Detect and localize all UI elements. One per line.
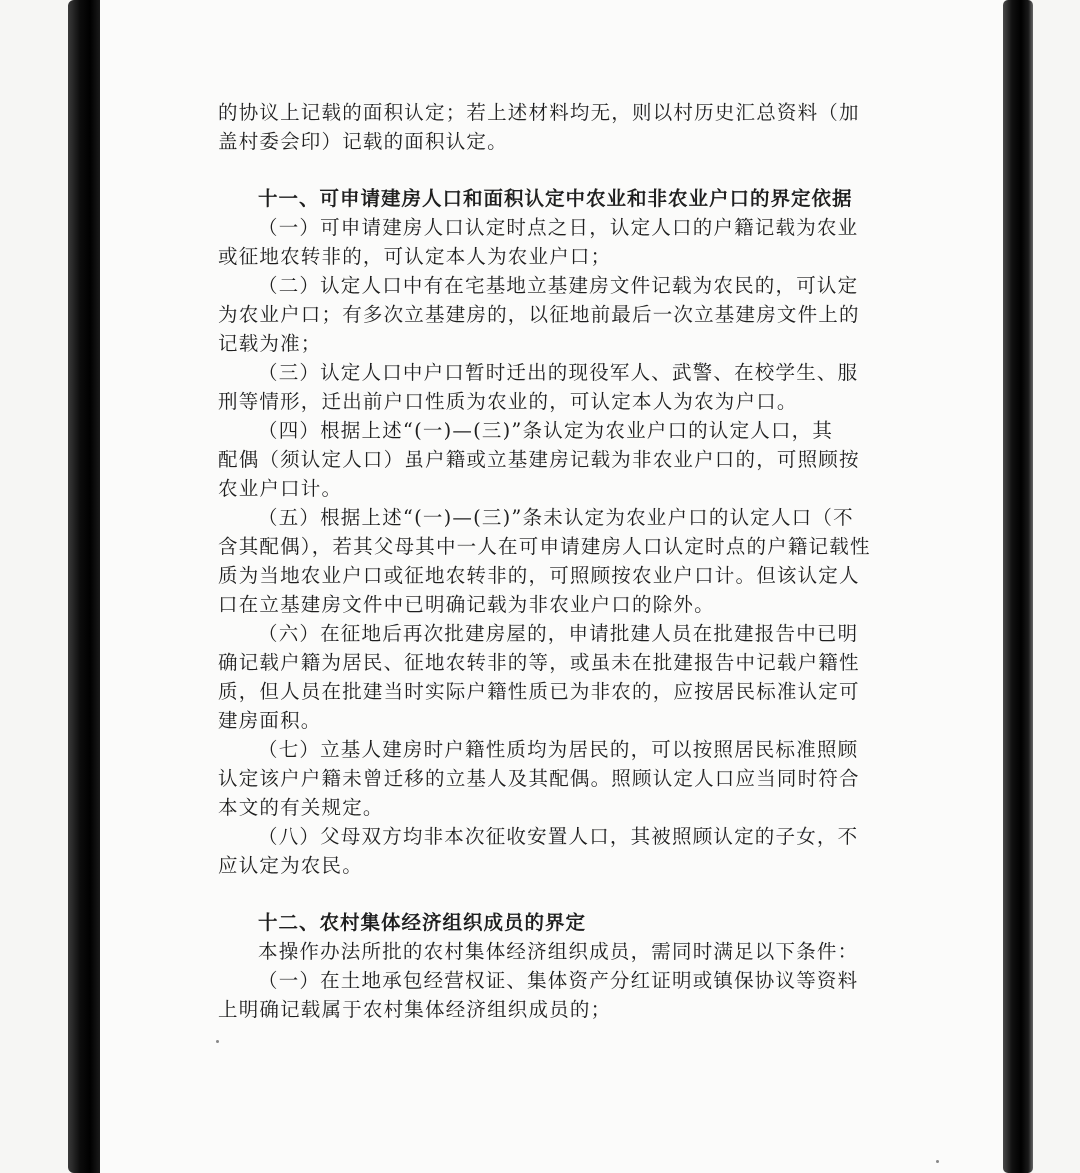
text-line: 建房面积。 <box>218 709 322 732</box>
document-body <box>218 98 890 1024</box>
text-line: 的协议上记载的面积认定；若上述材料均无，则以村历史汇总资料（加 <box>218 101 860 124</box>
text-line: 口在立基建房文件中已明确记载为非农业户口的除外。 <box>218 593 715 616</box>
paragraph-gap <box>218 156 890 184</box>
text-line: （八）父母双方均非本次征收安置人口，其被照顾认定的子女，不 <box>258 825 859 848</box>
section-11-heading: 十一、可申请建房人口和面积认定中农业和非农业户口的界定依据 <box>258 187 853 210</box>
text-line: 质为当地农业户口或征地农转非的，可照顾按农业户口计。但该认定人 <box>218 564 860 587</box>
scan-speck <box>936 1160 939 1163</box>
text-line: 记载为准； <box>218 332 322 355</box>
text-line: 含其配偶），若其父母其中一人在可申请建房人口认定时点的户籍记载性 <box>218 535 871 558</box>
text-line: （三）认定人口中户口暂时迁出的现役军人、武警、在校学生、服 <box>258 361 859 384</box>
section-11-body <box>218 213 890 880</box>
text-line: 配偶（须认定人口）虽户籍或立基建房记载为非农业户口的，可照顾按 <box>218 448 860 471</box>
continued-paragraph <box>218 98 890 156</box>
paragraph-gap <box>218 880 890 908</box>
text-line: （七）立基人建房时户籍性质均为居民的，可以按照居民标准照顾 <box>258 738 859 761</box>
text-line: 质，但人员在批建当时实际户籍性质已为非农的，应按居民标准认定可 <box>218 680 860 703</box>
text-line: 盖村委会印）记载的面积认定。 <box>218 130 508 153</box>
text-line: 或征地农转非的，可认定本人为农业户口； <box>218 245 612 268</box>
text-line: 应认定为农民。 <box>218 854 363 877</box>
binder-right-edge <box>1003 0 1033 1173</box>
text-line: 确记载户籍为居民、征地农转非的等，或虽未在批建报告中记载户籍性 <box>218 651 860 674</box>
text-line: 农业户口计。 <box>218 477 343 500</box>
text-line: 本文的有关规定。 <box>218 796 384 819</box>
text-line: （一）在土地承包经营权证、集体资产分红证明或镇保协议等资料 <box>258 969 859 992</box>
text-line: 刑等情形，迁出前户口性质为农业的，可认定本人为农为户口。 <box>218 390 798 413</box>
text-line: （二）认定人口中有在宅基地立基建房文件记载为农民的，可认定 <box>258 274 859 297</box>
section-12-body <box>218 937 890 1024</box>
section-12-heading: 十二、农村集体经济组织成员的界定 <box>258 911 587 934</box>
text-line: （四）根据上述“(一)—(三)”条认定为农业户口的认定人口，其 <box>258 419 834 442</box>
text-line: （一）可申请建房人口认定时点之日，认定人口的户籍记载为农业 <box>258 216 859 239</box>
text-line: （五）根据上述“(一)—(三)”条未认定为农业户口的认定人口（不 <box>258 506 854 529</box>
text-line: 认定该户户籍未曾迁移的立基人及其配偶。照顾认定人口应当同时符合 <box>218 767 860 790</box>
text-line: 为农业户口；有多次立基建房的，以征地前最后一次立基建房文件上的 <box>218 303 860 326</box>
text-line: 本操作办法所批的农村集体经济组织成员，需同时满足以下条件： <box>258 940 859 963</box>
text-line: 上明确记载属于农村集体经济组织成员的； <box>218 998 612 1021</box>
scan-speck <box>216 1040 219 1043</box>
text-line: （六）在征地后再次批建房屋的，申请批建人员在批建报告中已明 <box>258 622 859 645</box>
